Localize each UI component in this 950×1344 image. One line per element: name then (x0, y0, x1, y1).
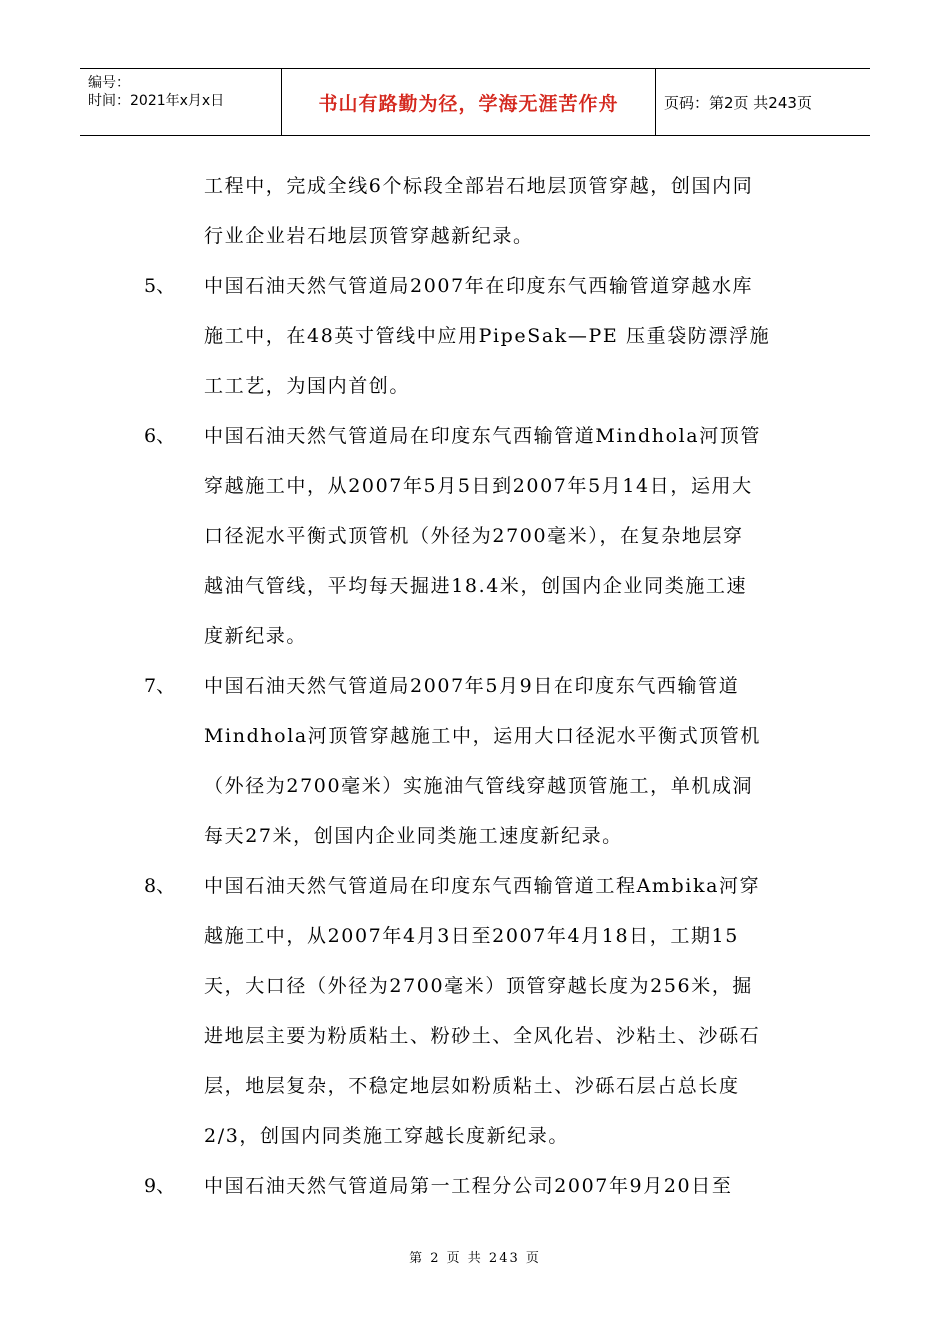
header-page-cell (656, 69, 870, 135)
paragraph-line: 工程中，完成全线6个标段全部岩石地层顶管穿越，创国内同 (204, 175, 754, 197)
header-motto: 书山有路勤为径，学海无涯苦作舟 (318, 92, 619, 115)
paragraph-line: 穿越施工中，从2007年5月5日到2007年5月14日，运用大 (204, 475, 753, 497)
list-item-index: 8、 (144, 875, 176, 897)
page-footer: 第 2 页 共 243 页 (409, 1251, 541, 1266)
paragraph-line: 中国石油天然气管道局在印度东气西输管道Mindhola河顶管 (204, 425, 762, 447)
document-time-label: 时间：2021年x月x日 (88, 93, 225, 109)
header-motto-cell (282, 69, 656, 135)
paragraph-line: 工工艺，为国内首创。 (204, 375, 411, 397)
paragraph-line: Mindhola河顶管穿越施工中，运用大口径泥水平衡式顶管机 (204, 725, 762, 747)
list-item-index: 7、 (144, 675, 176, 697)
paragraph-line: 行业企业岩石地层顶管穿越新纪录。 (204, 225, 534, 247)
paragraph-line: 越施工中，从2007年4月3日至2007年4月18日，工期15 (204, 925, 739, 947)
paragraph-line: 度新纪录。 (204, 625, 308, 647)
paragraph-line: 天，大口径（外径为2700毫米）顶管穿越长度为256米，掘 (204, 975, 754, 997)
paragraph-line: 中国石油天然气管道局在印度东气西输管道工程Ambika河穿 (204, 875, 761, 897)
paragraph-line: 施工中，在48英寸管线中应用PipeSak—PE 压重袋防漂浮施 (204, 325, 771, 347)
list-item-index: 5、 (144, 275, 176, 297)
paragraph-line: 2/3，创国内同类施工穿越长度新纪录。 (204, 1125, 569, 1147)
paragraph-line: 中国石油天然气管道局2007年在印度东气西输管道穿越水库 (204, 275, 754, 297)
list-item-index: 6、 (144, 425, 176, 447)
header-page-code: 页码：第2页 共243页 (664, 93, 812, 112)
paragraph-line: 每天27米，创国内企业同类施工速度新纪录。 (204, 825, 623, 847)
paragraph-line: 进地层主要为粉质粘土、粉砂土、全风化岩、沙粘土、沙砾石 (204, 1025, 761, 1047)
list-item-index: 9、 (144, 1175, 176, 1197)
paragraph-line: （外径为2700毫米）实施油气管线穿越顶管施工，单机成洞 (204, 775, 754, 797)
header-meta-cell (80, 69, 282, 135)
paragraph-line: 中国石油天然气管道局2007年5月9日在印度东气西输管道 (204, 675, 740, 697)
paragraph-line: 中国石油天然气管道局第一工程分公司2007年9月20日至 (204, 1175, 733, 1197)
paragraph-line: 层，地层复杂，不稳定地层如粉质粘土、沙砾石层占总长度 (204, 1075, 740, 1097)
document-number-label: 编号： (88, 75, 130, 91)
paragraph-line: 口径泥水平衡式顶管机（外径为2700毫米），在复杂地层穿 (204, 525, 744, 547)
page-header (80, 68, 870, 136)
paragraph-line: 越油气管线，平均每天掘进18.4米，创国内企业同类施工速 (204, 575, 748, 597)
